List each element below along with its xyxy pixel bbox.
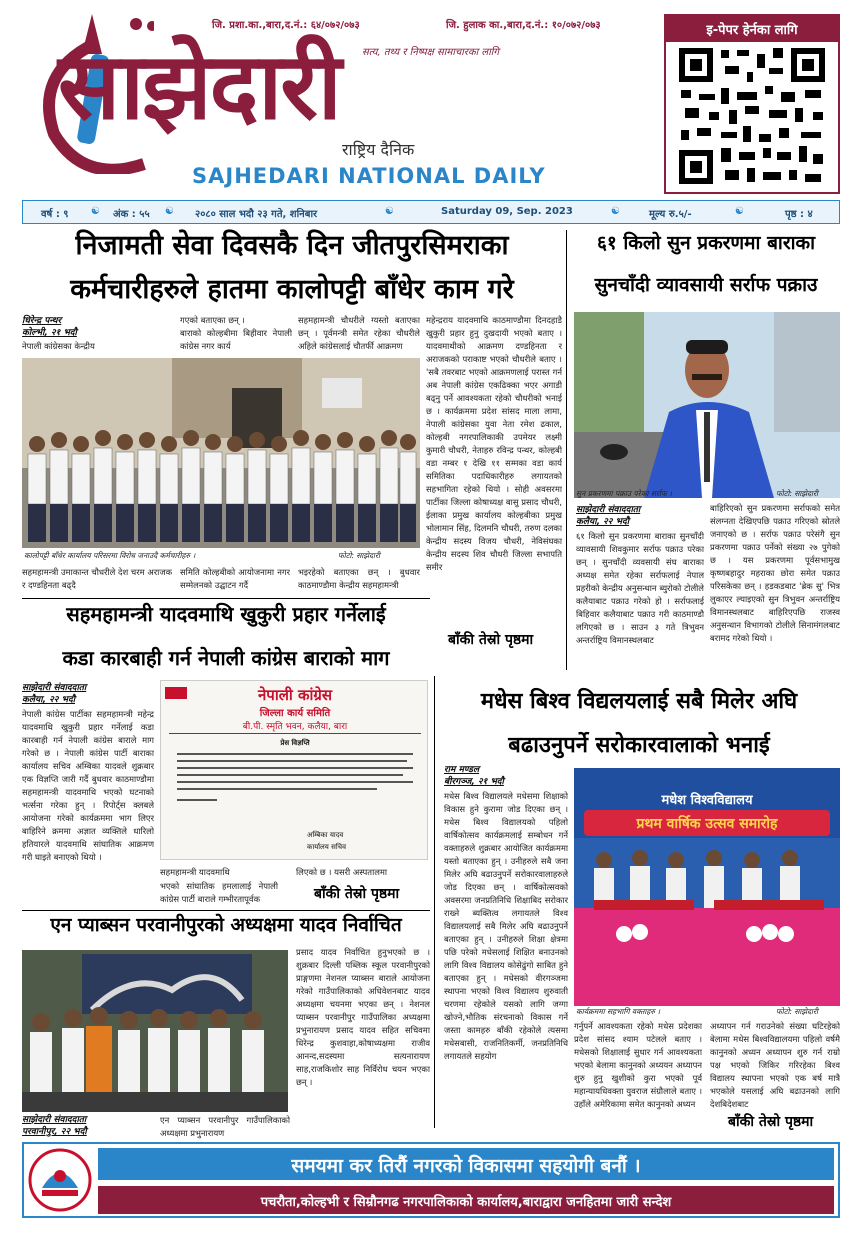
tagline: सत्य, तथ्य र निष्पक्ष सामाचारका लागि	[362, 47, 500, 58]
nepal-emblem-icon	[28, 1148, 92, 1212]
story1-col2a: गएको बताएका छन् ।	[180, 315, 245, 325]
story4-continued[interactable]: बाँकी तेस्रो पृष्ठमा	[728, 1114, 814, 1130]
doc-rule	[169, 733, 421, 734]
story2-photo[interactable]	[574, 312, 840, 498]
group-photo-icon	[22, 358, 420, 548]
story1-continued[interactable]: बाँकी तेस्रो पृष्ठमा	[448, 632, 534, 648]
english-title: SAJHEDARI NATIONAL DAILY	[192, 164, 546, 188]
story3-headline-line1[interactable]: सहमहामन्त्री यादवमाथि खुकुरी प्रहार गर्नेलाई	[66, 602, 386, 626]
story4-body: मधेस बिश्व विद्यालयले मधेसमा शिक्षाको विकास हुने कुरामा जोड दिएका छन् । मधेस बिश्व विद्यालयको पहिलो वार्षिकोत्सव कार्यक्रमलाई सम्बोधन गर्ने वक्ताहरुले शुक्रबार आयोजित कार्यक्रममा यस्तो बताएका हुन् । उनीहरुले सबै जना मिलेर अघि बढाउनुपर्ने सरोकारवालाहरुले जोड दिएका छन् । वार्षिकोत्सवको अवसरमा जनप्रतिनिधि शिक्षाबिद सरोकार राख्ने ब्यक्तित्व लगायतले विश्व विद्यालयलाई सबै मिलेर अघि बढाउनुपर्ने बताएका हुन् । उनीहरुले शिक्षा क्षेत्रमा पछि परेको मधेसलाई शिक्षित बनाउनको लागि विश्व विद्यालय कोसेढुंगो साबित हुने बताएका हुन् । मधेसको वीरगञ्जमा स्थापना भएको विश्व विद्यालय शुरुवाती चरणमा रहेकोले यसको लागि जग्गा खोज्ने,भौतिक संरचनाको विकास गर्ने जस्ता कामहरु बाँकी रहेकोले त्यसमा मधेसबासी, राजनितिकर्मी, जनप्रतिनिधि लगायतले सहयोग	[444, 791, 568, 1061]
story1-headline-line1[interactable]: निजामती सेवा दिवसकै दिन जीतपुरसिमराका	[75, 230, 509, 261]
yin-yang-icon: ☯	[611, 206, 620, 217]
story3-tail-col1: सहमहामन्त्री यादवमाथि	[160, 867, 230, 877]
doc-signatory-role: कार्यालय सचिव	[307, 843, 346, 851]
doc-address: बी.पी. स्मृति भवन, कलैया, बारा	[242, 722, 348, 732]
issue-info-bar	[22, 200, 840, 224]
story2-col2: बाहिरिएको सुन प्रकरणमा सर्राफको समेत संलग्नता देखिएपछि पक्राउ गरिएको स्रोतले जनाएको छ । सर्राफ पक्राउ परेसंगै सुन प्रकरणमा पक्राउ पर्नेको संख्या २७ पुगेको छ । यस प्रकरणमा पूर्वसभामुख कृष्णबहादुर महराका छोरा समेत पक्राउ परिसकेका छन् । हडकडबाट 'ब्रेक सु' भित्र लुकाएर ल्याइएको सुन त्रिभुवन अन्तर्राष्ट्रिय विमानस्थलबाट बाहिरिएपछि राजस्व अनुसन्धान विभागको टोलीले सिनामंगलबाट बरामद गरेको थियो ।	[710, 503, 840, 643]
story1-photo[interactable]	[22, 358, 420, 548]
qr-label: इ-पेपर हेर्नका लागि	[666, 16, 838, 42]
issue-price: मूल्य रु.५/-	[649, 209, 692, 220]
story1-bottom-col1: सहमहामन्त्री उमाकान्त चौधरीले देश चरम अराजक र दण्डहिनता बढ्दै	[22, 567, 172, 590]
story4-photo[interactable]	[574, 768, 840, 1006]
yin-yang-icon: ☯	[385, 206, 394, 217]
officials-photo-icon	[22, 950, 288, 1112]
story1-col4: महेन्द्रराय यादवमाथि काठमाण्डौमा दिनदहाडै खुकुरी प्रहार हुनु दुखदायी भएको बताए । यादवमाथीको आक्रमण दण्डहिनता र अराजकको पराकाष्ट भएको चौधरीले बताए । 'सबै तवरबाट भएको आक्रमणलाई परास्त गर्न अब नेपाली कांग्रेस एकढिक्का भएर अगाडी बढ्नु पर्ने आवश्यकता रहेको चौधरीको भनाई छ । कार्यक्रममा प्रदेश सांसद माला लामा, नेपाली कांग्रेसका युवा नेता रमेश ढकाल, कोल्हबी नगरपालिकाकी उपमेयर लक्ष्मी कुमारी चौधरी, नेताहरु रविन्द्र पन्थर, कोल्हबी वडा नम्बर १ देखि ११ सम्मका वडा कार्य समितिका पदाधिकारीहरु लगायतको सहभागिता रहेको थियो । सोही अवसरमा पार्टीका जिल्ला कोषाध्यक्ष बासु प्रसाद चौधरी, ईलाका प्रमुख कार्यालय कोल्हबीका प्रमुख भोलामान सिंह, दिलमनि चौधरी, तरुण दलका केन्द्रीय सदस्य विजय चौधरी, नेविसंघका केन्द्रीय सदस्य शिव चौधरी जिल्ला सभापति समीर	[426, 315, 562, 572]
story3-tail-col2: भएको सांघातिक हमलालाई नेपाली कांग्रेस पार्टी बाराले गम्भीरतापूर्वक	[160, 881, 278, 904]
issue-number: अंक : ५५	[113, 209, 150, 220]
story5-byline-place: परवानीपुर, २२ भदौ	[22, 1127, 87, 1137]
doc-text-lines	[177, 753, 413, 803]
banner-line2: प्रथम वार्षिक उत्सव समारोह	[584, 810, 830, 836]
story4-headline-line1[interactable]: मधेस बिश्व विद्यलयलाई सबै मिलेर अघि	[480, 688, 798, 714]
story3-body: नेपाली कांग्रेस पार्टीका सहमहामन्त्री महेन्द्र यादवमाथि खुकुरी प्रहार गर्नेलाई कडा कारबाही गर्न नेपाली कांग्रेस बाराले माग गरेको छ । नेपाली कांग्रेस पार्टी बाराका कार्यालय सचिव अम्बिका यादवले शुक्रबार एक विज्ञप्ति जारी गर्दै बुधवार काठमाण्डौमा सहमहामन्त्री यादवमाथि भएको घटनाको भर्त्सना गरेका हुन् । रिपोर्ट्स क्लबले आयोजना गरेको कार्यक्रममा भाग लिएर बाहिरिने क्रममा अज्ञात व्यक्तिले धारिलो हतियारले यादवमाथि सांघातिक आक्रमण गरी घाइते बनाएको थियो ।	[22, 709, 154, 862]
qr-panel	[664, 14, 840, 194]
story1-bottom-col3: भइरहेको बताएका छन् । बुधवार काठमाण्डौमा केन्द्रीय सहमहामन्त्री	[298, 567, 420, 590]
doc-committee: जिल्ला कार्य समिति	[259, 708, 331, 719]
column-divider	[566, 230, 567, 670]
yin-yang-icon: ☯	[735, 206, 744, 217]
banner-line1: मधेश विश्वविद्यालय	[661, 793, 753, 808]
story1-photo-caption: कालोपट्टी बाँधेर कार्यालय परिसरमा विरोध जनाउदै कर्मचारीहरु ।	[24, 551, 196, 560]
press-release-document[interactable]	[160, 680, 428, 860]
story2-photo-credit: फोटो: साझेदारी	[776, 489, 818, 498]
section-divider	[22, 598, 430, 599]
logo-wordmark: साझेदारी	[58, 32, 340, 140]
story1-col3: सहमहामन्त्री चौधरीले ग्यस्तो बताएका छन् । पूर्वमन्त्री समेत रहेका चौधरीले अहिले कांग्रेसलाई चौतर्फी आक्रमण	[298, 315, 420, 351]
story3-tail-col3: लिएको छ । यसरी अस्पतालमा	[296, 867, 388, 877]
story4-photo-credit: फोटो: साझेदारी	[776, 1007, 818, 1016]
public-notice-ad[interactable]	[22, 1142, 840, 1218]
story1-bottom-col2: समिति कोल्हबीको आयोजनामा नगर सम्मेलनको उद्घाटन गर्दै	[180, 567, 290, 590]
issue-date-english: Saturday 09, Sep. 2023	[441, 206, 573, 217]
issue-date-nepali: २०८० साल भदौ २३ गते, शनिबार	[195, 209, 318, 220]
registration-left: जि. प्रशा.का.,बारा,द.नं.: ६४/०७२/०७३	[212, 20, 360, 31]
story5-headline[interactable]: एन प्याब्सन परवानीपुरको अध्यक्षमा यादव निर्वाचित	[50, 914, 402, 936]
story3-headline-line2[interactable]: कडा कारबाही गर्न नेपाली कांग्रेस बाराको माग	[62, 646, 390, 670]
section-divider	[22, 910, 430, 911]
issue-page: पृष्ठ : ४	[785, 209, 813, 220]
doc-press-title: प्रेस विज्ञप्ति	[280, 739, 310, 747]
story2-headline-line1[interactable]: ६१ किलो सुन प्रकरणमा बाराका	[596, 232, 816, 254]
story2-headline-line2[interactable]: सुनचाँदी व्यावसायी सर्राफ पक्राउ	[594, 274, 818, 296]
story4-byline-place: बीरगञ्ज, २१ भदौ	[444, 777, 504, 787]
registration-right: जि. हुलाक का.,बारा,द.नं.: १०/०७२/०७३	[446, 20, 601, 31]
subtitle: राष्ट्रिय दैनिक	[342, 140, 415, 159]
story3-continued[interactable]: बाँकी तेस्रो पृष्ठमा	[314, 886, 400, 902]
yin-yang-icon: ☯	[91, 206, 100, 217]
story1-headline-line2[interactable]: कर्मचारीहरुले हातमा कालोपट्टी बाँधेर काम गरे	[70, 274, 514, 305]
story3-byline-place: कलैया, २२ भदौ	[22, 695, 76, 705]
qr-code-icon[interactable]	[677, 46, 827, 186]
column-divider	[434, 676, 435, 1128]
story2-byline-place: कलैया, २२ भदौ	[576, 517, 630, 527]
story4-headline-line2[interactable]: बढाउनुपर्ने सरोकारवालाको भनाई	[508, 732, 770, 758]
story2-byline-name: साझेदारी संवाददाता	[576, 505, 641, 515]
ad-issuer: पचरौता,कोल्हभी र सिम्रौनगढ नगरपालिकाको कार्यालय,बाराद्वारा जनहितमा जारी सन्देश	[98, 1186, 834, 1214]
ad-slogan: समयमा कर तिरौं नगरको विकासमा सहयोगी बनौं ।	[98, 1148, 834, 1180]
story4-col3: अध्यापन गर्न गराउनेको संख्या घटिरहेको बेलामा मधेस बिश्वविद्यालयमा पहिलो वर्षमै कानुनको अध्यन अध्यापन शुरु गर्न राम्रो पक्ष भएको जिकिर गरिरहेका बिश्व विद्यालय स्थापना भएको एक बर्ष मात्रै भएकोले यसलाई अघि बढाउनको लागि देशबिदेशबाट	[710, 1021, 840, 1108]
story5-tail: एन प्याब्सन परवानीपुर गाउँपालिकाको अध्यक्षमा प्रभुनारायण	[160, 1115, 290, 1138]
stage-photo-icon	[574, 838, 840, 1006]
story4-photo-caption: कार्यक्रममा सहभागि वक्ताहरु ।	[576, 1007, 661, 1016]
story1-col2b: बाराको कोल्हबीमा बिहीवार नेपाली कांग्रेस नगर कार्य	[180, 328, 292, 351]
story5-byline-name: साझेदारी संवाददाता	[22, 1115, 87, 1125]
story1-col1: नेपाली कांग्रेसका केन्द्रीय	[22, 341, 95, 351]
story2-photo-caption: सुन प्रकरणमा पक्राउ परेका सर्राफ ।	[576, 489, 672, 498]
yin-yang-icon: ☯	[165, 206, 174, 217]
issue-year: वर्ष : ९	[41, 209, 69, 220]
story3-byline-name: साझेदारी संवाददाता	[22, 683, 87, 693]
doc-org-title: नेपाली कांग्रेस	[257, 686, 332, 704]
story1-byline-place: कोल्भी, २१ भदौ	[22, 328, 77, 338]
story1-byline-name: धिरेन्द्र पन्थर	[22, 316, 62, 326]
story5-body: प्रसाद यादव निर्वाचित हुनुभएको छ । शुक्रबार दिल्ली पब्लिक स्कूल परवानीपुरको प्राङ्गणमा नेशनल प्याब्सन बाराले आयोजना गरेको गाउँपालिकाको अधिवेशनबाट यादव अध्यक्षमा चयनमा भएका छन् । नेशनल प्याब्सन परवानीपुर गाउँपालिका अध्यक्षमा प्रभुनारायण प्रसाद यादव सहित सचिवमा धिरेन्द्र कुशवाहा,कोषाध्यक्षमा राजीव आनन्द,सदस्यमा सत्यनारायण साह,राजकिशोर साह निर्विरोध चयन भएका छन् ।	[296, 947, 430, 1087]
doc-signatory: अम्बिका यादव	[307, 831, 344, 839]
story2-col1: ६१ किलो सुन प्रकरणमा बाराका सुनचाँदी व्यावसायी शिवकुमार सर्राफ पक्राउ परेका छन् । सुनचाँदी व्यवसायी संघ बाराका अध्यक्ष समेत रहेका सर्राफलाई नेपाल प्रहरीको केन्द्रीय अनुसन्धान ब्युरोको टोलीले कलैयाबाट पक्राउ गरेको हो । सर्राफलाई बिहिवार कलैयाबाट पक्राउ गरी काठमाण्डौ लगिएको छ । साउन ३ गते त्रिभुवन अन्तर्राष्ट्रिय विमानस्थलबाट	[576, 531, 704, 645]
story1-photo-credit: फोटो: साझेदारी	[338, 551, 380, 560]
story5-photo[interactable]	[22, 950, 288, 1112]
story4-col2: गर्नुपर्ने आवश्यकता रहेको मधेस प्रदेशका प्रदेश सांसद श्याम पटेलले बताए । मधेसको शिक्षालाई सुधार गर्न आवश्यकता भएको बेलामा कानुनको अध्ययन अध्यापन शुरु हुनु खुशीको कुरा भएको पूर्व महान्यायधिवक्ता युवराज संग्रौलाले बताए । उहाँले अमेरिकामा समेत कानुनको अध्यन	[574, 1021, 702, 1109]
story4-byline-name: राम मण्डल	[444, 765, 480, 775]
portrait-photo-icon	[574, 312, 840, 498]
